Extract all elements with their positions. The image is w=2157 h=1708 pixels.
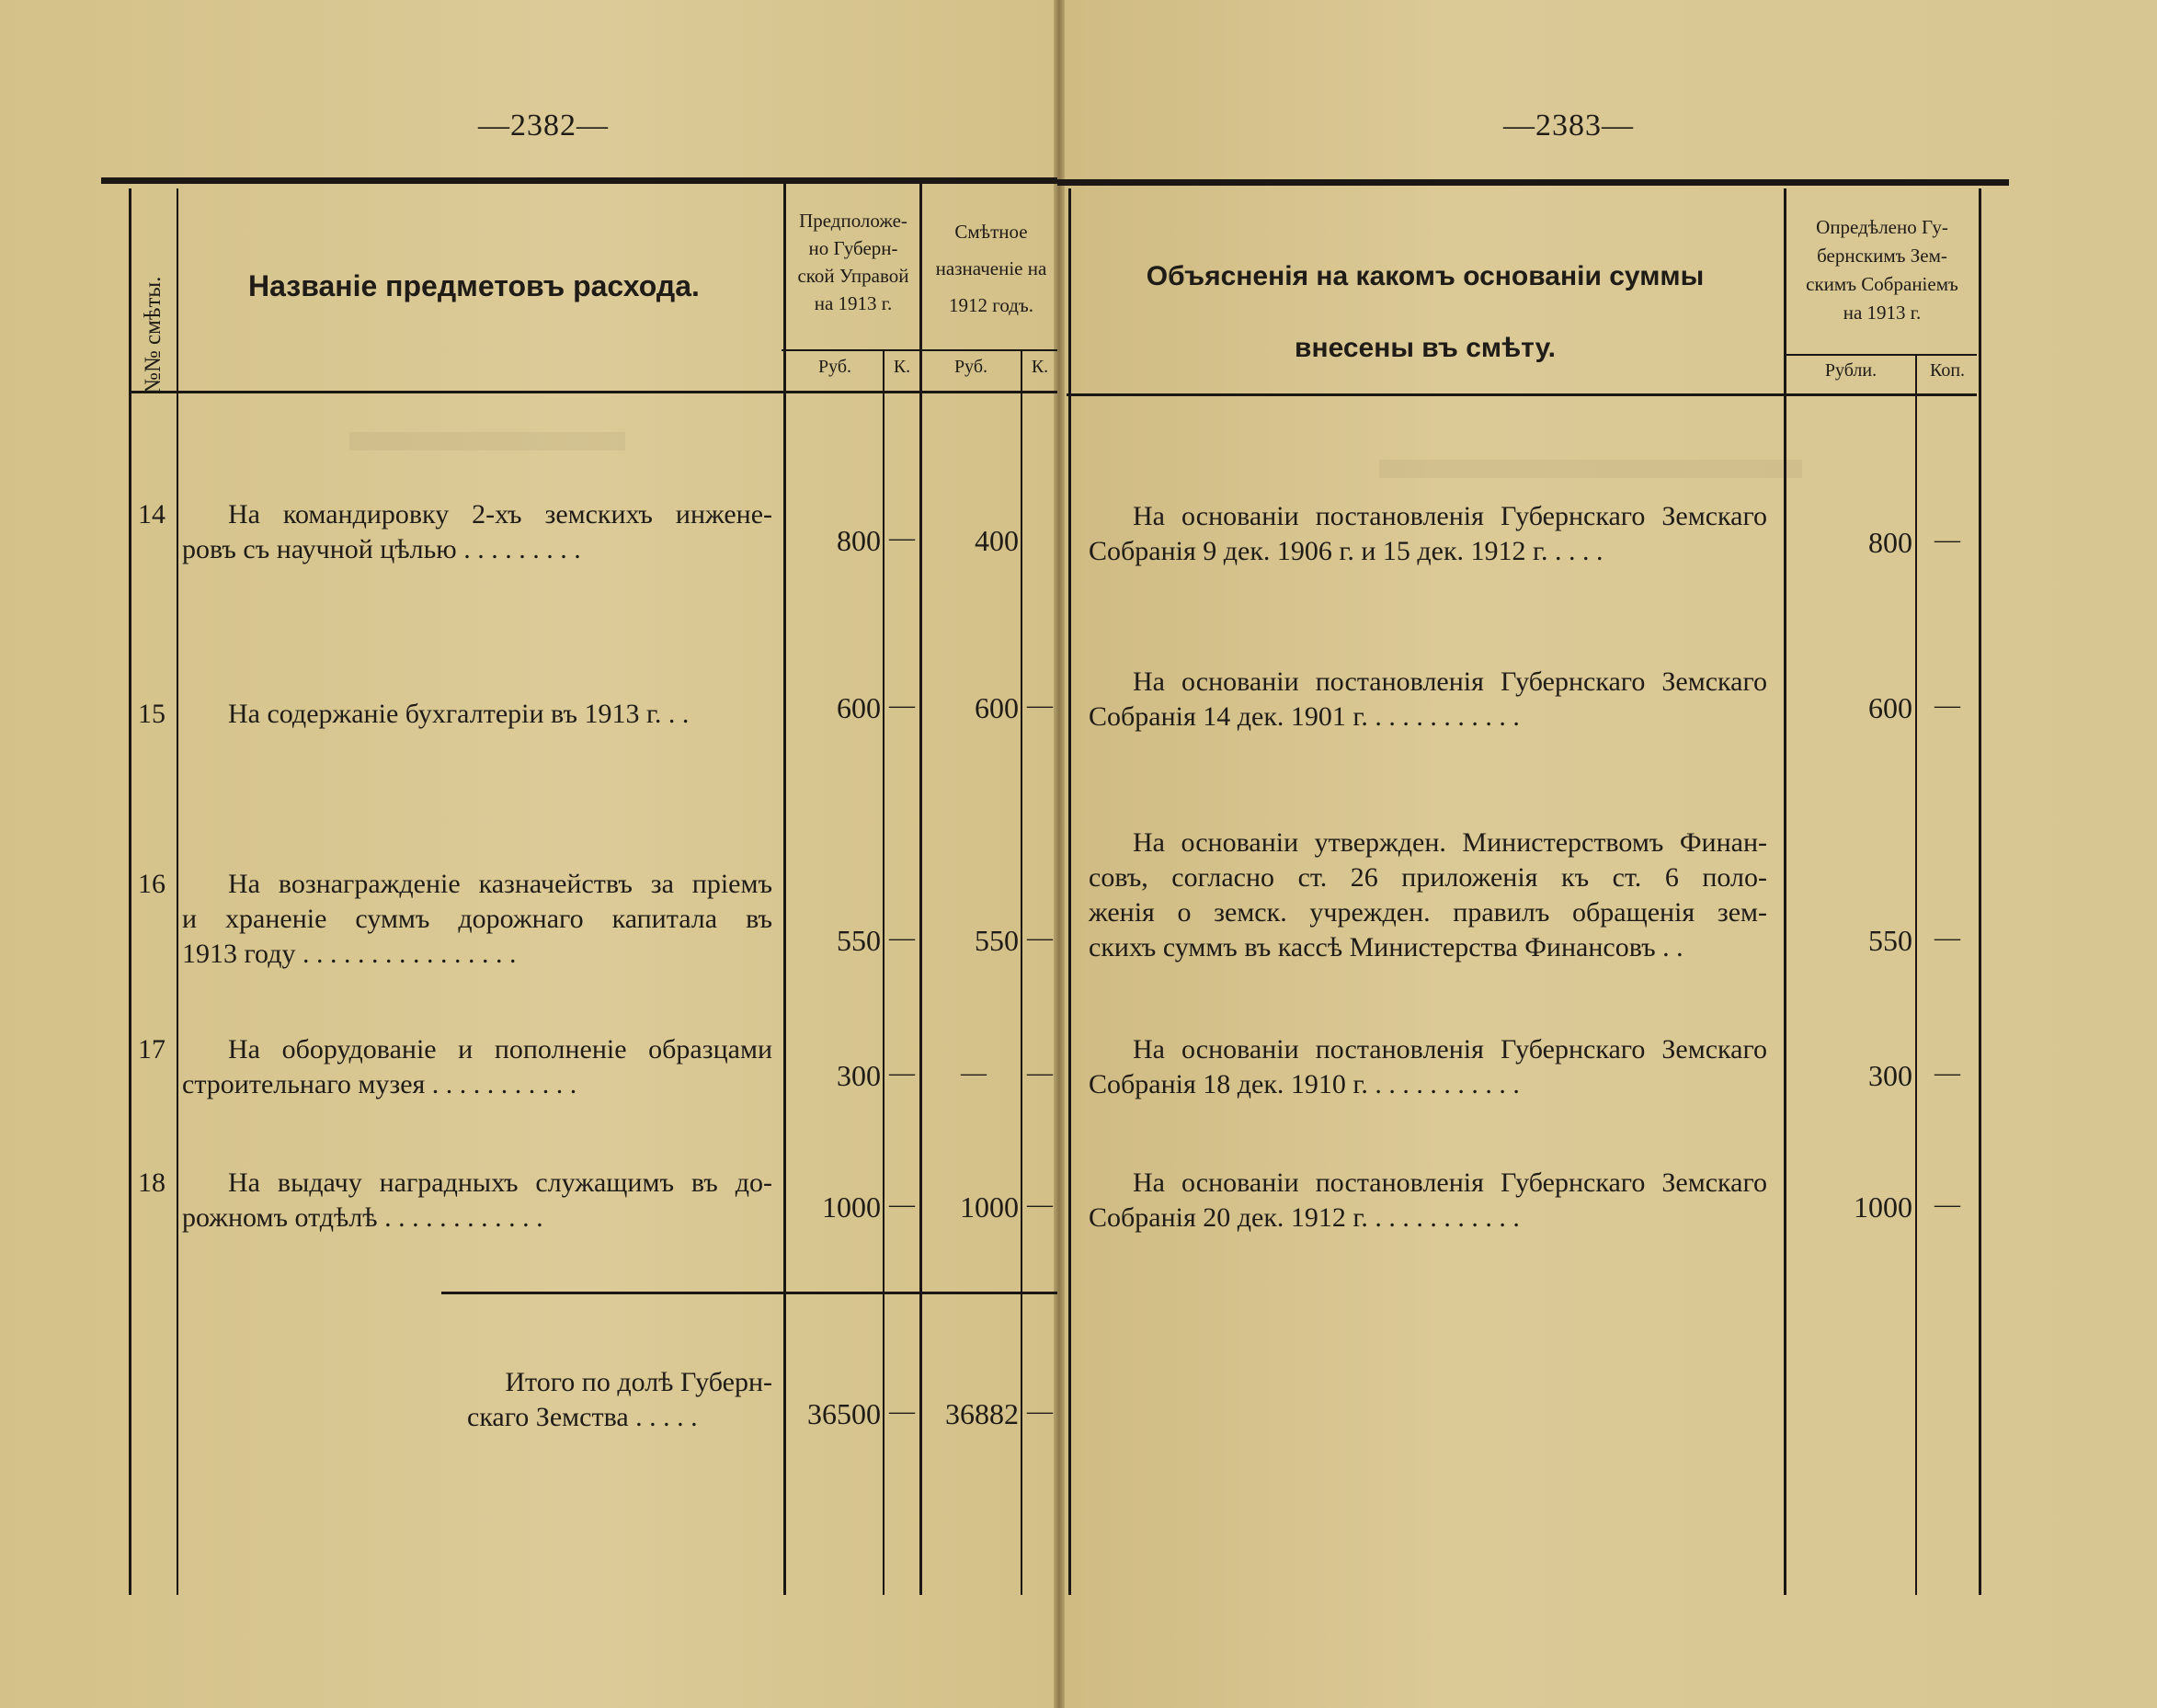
row-text: 1913 году . . . . . . . . . . . . . . . . — [182, 939, 517, 969]
estimate-kopecks: — — [1027, 691, 1053, 720]
unit-rubles-approved: Рубли. — [1824, 360, 1877, 381]
col-header-approved-line: бернскимъ Зем- — [1817, 245, 1947, 267]
col-header-approved-line: скимъ Собраніемъ — [1806, 273, 1958, 295]
row-number: 16 — [138, 869, 165, 899]
estimate-amount: 550 — [975, 924, 1019, 957]
explanation-text: На основаніи утвержден. Министерствомъ Финан- — [1133, 827, 1767, 858]
unit-kop-approved: Коп. — [1929, 360, 1966, 381]
unit-rub-estimate: Руб. — [953, 357, 988, 377]
col-header-explain-line: Объясненія на какомъ основаніи суммы — [1146, 261, 1705, 291]
col-line-left-outer — [129, 188, 131, 1595]
explanation-text: женія о земск. учрежден. правилъ обращенія зем- — [1089, 897, 1767, 928]
row-text: рожномъ отдѣлѣ . . . . . . . . . . . . — [182, 1202, 543, 1233]
page-number-right: —2383— — [1503, 108, 1634, 142]
col-header-explain-line: внесены въ смѣту. — [1295, 333, 1556, 363]
header-rule-left — [129, 391, 1057, 393]
col-header-proposed-line: на 1913 г. — [814, 292, 893, 314]
estimate-amount: 600 — [975, 691, 1019, 724]
estimate-kopecks: — — [1027, 924, 1053, 952]
col-line-right-inner — [1068, 188, 1071, 1595]
col-line-name — [783, 184, 786, 1595]
row-number: 14 — [138, 499, 165, 529]
proposed-amount: 300 — [837, 1059, 881, 1092]
page-number-left: —2382— — [478, 108, 609, 142]
explanation-text: скихъ суммъ въ кассѣ Министерства Финансовъ . . — [1089, 932, 1683, 962]
header-rule-right — [1067, 393, 1977, 396]
explanation-text: Собранія 9 дек. 1906 г. и 15 дек. 1912 г. . . . . — [1089, 536, 1603, 566]
approved-kopecks: — — [1934, 526, 1960, 554]
proposed-kopecks: — — [889, 1059, 915, 1087]
proposed-amount: 600 — [837, 691, 881, 724]
row-text: и храненіе суммъ дорожнаго капитала въ — [182, 904, 772, 934]
proposed-kopecks: — — [889, 1190, 915, 1219]
col-header-approved-line: на 1913 г. — [1843, 302, 1922, 324]
col-header-estimate-line: назначеніе на — [935, 257, 1047, 279]
approved-amount: 550 — [1868, 924, 1912, 957]
col-header-estimate-line: 1912 годъ. — [948, 294, 1034, 316]
col-line-approved-kop — [1915, 354, 1917, 1595]
row-text: На командировку 2-хъ земскихъ инжене- — [228, 499, 772, 529]
explanation-text: совъ, согласно ст. 26 приложенія къ ст. 6 поло- — [1089, 862, 1767, 893]
explanation-text: На основаніи постановленія Губернскаго Земскаго — [1133, 501, 1767, 531]
approved-kopecks: — — [1934, 924, 1960, 952]
explanation-text: Собранія 20 дек. 1912 г. . . . . . . . . . . . — [1089, 1202, 1520, 1233]
approved-kopecks: — — [1934, 691, 1960, 720]
row-text: На вознагражденіе казначействъ за пріемъ — [228, 869, 772, 899]
proposed-amount: 550 — [837, 924, 881, 957]
col-line-right-outer — [1979, 188, 1981, 1595]
total-rule — [441, 1292, 1057, 1294]
top-rule-left — [101, 177, 1057, 184]
unit-kop-proposed: К. — [893, 357, 911, 377]
row-number: 17 — [138, 1034, 165, 1065]
col-line-explain — [1784, 188, 1786, 1595]
row-text: На оборудованіе и пополненіе образцами — [228, 1034, 772, 1065]
unit-rule-right — [1784, 354, 1977, 356]
total-label: скаго Земства . . . . . — [467, 1402, 698, 1432]
bleed-through-shadow — [349, 432, 625, 450]
col-header-proposed-line: Предположе- — [799, 210, 907, 232]
explanation-text: На основаніи постановленія Губернскаго Земскаго — [1133, 1167, 1767, 1198]
total-proposed: 36500 — [807, 1397, 881, 1430]
bleed-through-shadow — [1379, 460, 1802, 478]
top-rule-right — [1057, 179, 2009, 186]
row-text: строительнаго музея . . . . . . . . . . . — [182, 1069, 577, 1099]
col-line-num — [177, 188, 178, 1595]
col-line-proposed — [919, 184, 922, 1595]
col-header-name: Названіе предметовъ расхода. — [248, 269, 700, 302]
proposed-kopecks: — — [889, 924, 915, 952]
row-number: 15 — [138, 699, 165, 729]
explanation-text: На основаніи постановленія Губернскаго Земскаго — [1133, 666, 1767, 697]
estimate-kopecks: — — [1027, 1059, 1053, 1087]
total-proposed-kopecks: — — [889, 1397, 915, 1426]
estimate-kopecks: — — [1027, 1190, 1053, 1219]
col-header-number: №№ смѣты. — [141, 276, 165, 394]
estimate-amount: — — [961, 1059, 987, 1087]
row-text: На выдачу наградныхъ служащимъ въ до- — [228, 1167, 772, 1198]
col-header-estimate-line: Смѣтное — [954, 221, 1028, 243]
total-label: Итого по долѣ Губерн- — [505, 1367, 772, 1397]
explanation-text: Собранія 14 дек. 1901 г. . . . . . . . . . . . — [1089, 701, 1520, 732]
proposed-amount: 1000 — [822, 1190, 881, 1224]
total-estimate: 36882 — [945, 1397, 1019, 1430]
col-header-estimate — [925, 213, 1057, 324]
approved-amount: 300 — [1868, 1059, 1912, 1092]
approved-kopecks: — — [1934, 1190, 1960, 1219]
explanation-text: Собранія 18 дек. 1910 г. . . . . . . . . . . . — [1089, 1069, 1520, 1099]
approved-amount: 600 — [1868, 691, 1912, 724]
unit-kop-estimate: К. — [1031, 357, 1049, 377]
col-header-approved-line: Опредѣлено Гу- — [1816, 216, 1948, 238]
col-header-explain — [1085, 241, 1765, 384]
estimate-amount: 400 — [975, 524, 1019, 557]
approved-amount: 1000 — [1854, 1190, 1912, 1224]
unit-rub-proposed: Руб. — [817, 357, 852, 377]
row-text: На содержаніе бухгалтеріи въ 1913 г. . . — [228, 699, 690, 729]
col-header-proposed-line: но Губерн- — [808, 237, 898, 259]
total-estimate-kopecks: — — [1027, 1397, 1053, 1426]
row-text: ровъ съ научной цѣлью . . . . . . . . . — [182, 534, 581, 564]
proposed-kopecks: — — [889, 691, 915, 720]
estimate-amount: 1000 — [960, 1190, 1019, 1224]
row-number: 18 — [138, 1167, 165, 1198]
col-header-proposed — [789, 207, 918, 317]
approved-kopecks: — — [1934, 1059, 1960, 1087]
proposed-amount: 800 — [837, 524, 881, 557]
approved-amount: 800 — [1868, 526, 1912, 559]
col-header-approved — [1787, 213, 1977, 327]
col-header-proposed-line: ской Управой — [797, 265, 909, 287]
explanation-text: На основаніи постановленія Губернскаго Земскаго — [1133, 1034, 1767, 1065]
proposed-kopecks: — — [889, 524, 915, 552]
